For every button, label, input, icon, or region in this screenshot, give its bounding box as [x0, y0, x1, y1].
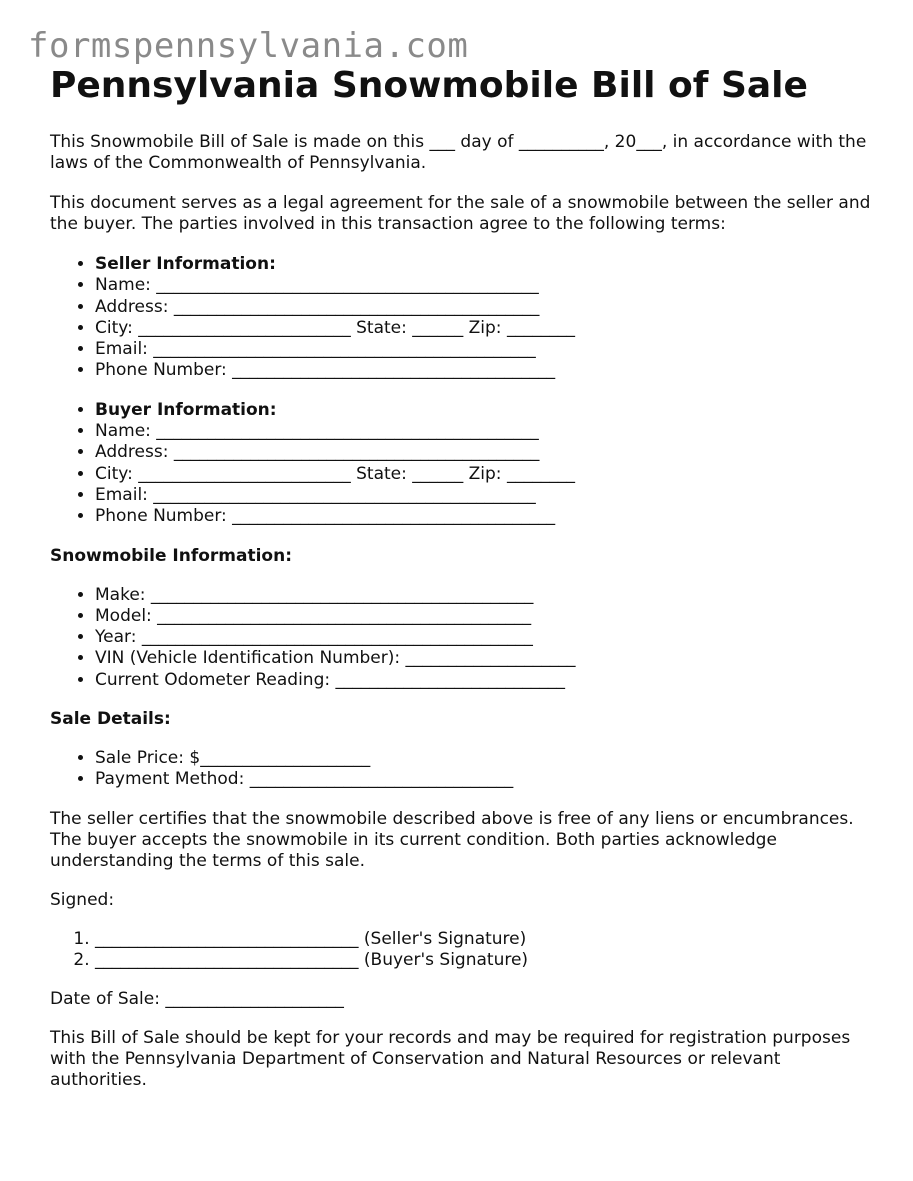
snowmobile-info-list [50, 585, 880, 691]
seller-heading: • Seller Information: [95, 254, 880, 275]
document-page [50, 62, 880, 1091]
year-field: • Year: ______________________________________________ [95, 627, 880, 648]
odometer-field: • Current Odometer Reading: ___________________________ [95, 670, 880, 691]
buyer-phone-field: • Phone Number: ______________________________________ [95, 506, 880, 527]
seller-info-list [50, 254, 880, 382]
certification-paragraph: The seller certifies that the snowmobile described above is free of any liens or encumbrances. The buyer accepts the snowmobile in its current condition. Both parties acknowledge understanding the terms of this sale. [50, 808, 854, 871]
buyer-signature-line: 2. _______________________________ (Buyer's Signature) [95, 950, 880, 971]
watermark: formspennsylvania.com [28, 26, 469, 66]
buyer-city-state-zip-field: • City: _________________________ State: ______ Zip: ________ [95, 464, 880, 485]
model-field: • Model: ____________________________________________ [95, 606, 880, 627]
seller-signature-line: 1. _______________________________ (Seller's Signature) [95, 929, 880, 950]
signature-list [50, 929, 880, 972]
intro-paragraph: This Snowmobile Bill of Sale is made on this ___ day of __________, 20___, in accordance with the laws of the Commonwealth of Pennsylvania. [50, 132, 867, 173]
seller-city-state-zip-field: • City: _________________________ State: ______ Zip: ________ [95, 318, 880, 339]
seller-email-field: • Email: _____________________________________________ [95, 339, 880, 360]
make-field: • Make: _____________________________________________ [95, 585, 880, 606]
buyer-name-field: • Name: _____________________________________________ [95, 421, 880, 442]
snowmobile-info-heading: Snowmobile Information: [50, 545, 293, 566]
vin-field: • VIN (Vehicle Identification Number): ____________________ [95, 648, 880, 669]
buyer-heading: • Buyer Information: [95, 400, 880, 421]
date-of-sale-field: Date of Sale: _____________________ [50, 989, 344, 1010]
seller-address-field: • Address: ___________________________________________ [95, 297, 880, 318]
signed-label: Signed: [50, 889, 115, 910]
buyer-info-list [50, 400, 880, 528]
payment-method-field: • Payment Method: _______________________________ [95, 769, 880, 790]
buyer-email-field: • Email: _____________________________________________ [95, 485, 880, 506]
sale-price-field: • Sale Price: $____________________ [95, 748, 880, 769]
seller-name-field: • Name: _____________________________________________ [95, 275, 880, 296]
closing-paragraph: This Bill of Sale should be kept for your records and may be required for registration purposes with the Pennsylvania Department of Conservation and Natural Resources or relevant authorities. [50, 1028, 851, 1091]
page-title: Pennsylvania Snowmobile Bill of Sale [50, 65, 808, 106]
agreement-paragraph: This document serves as a legal agreement for the sale of a snowmobile between the seller and the buyer. The parties involved in this transaction agree to the following terms: [50, 193, 871, 234]
sale-details-list [50, 748, 880, 791]
buyer-address-field: • Address: ___________________________________________ [95, 442, 880, 463]
seller-phone-field: • Phone Number: ______________________________________ [95, 360, 880, 381]
sale-details-heading: Sale Details: [50, 709, 171, 730]
